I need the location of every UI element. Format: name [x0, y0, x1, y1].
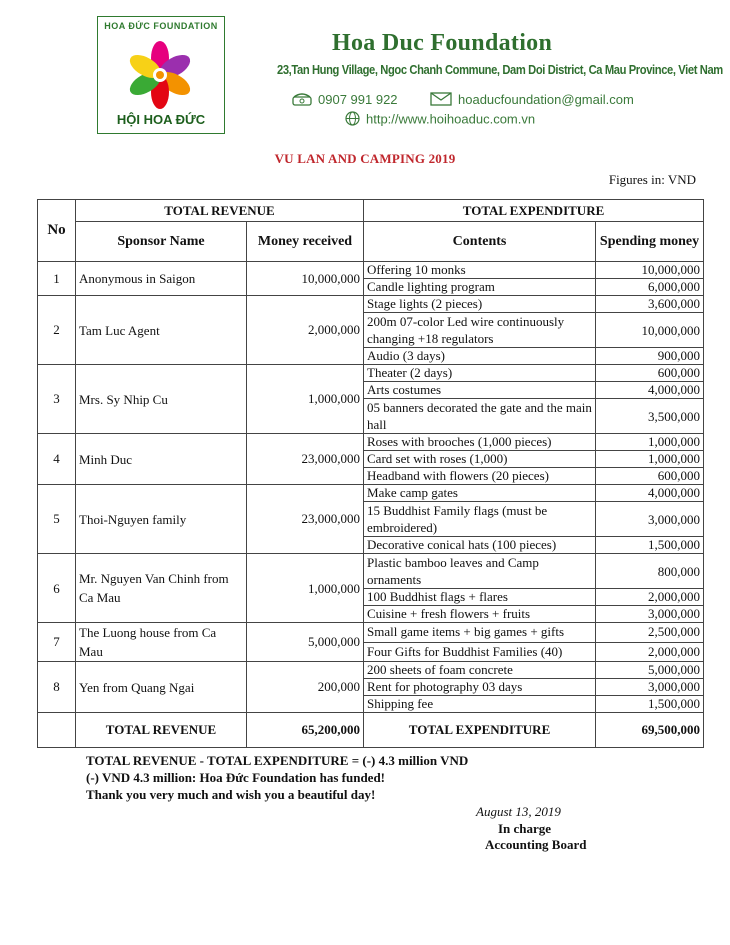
col-money-header: Money received [247, 222, 364, 262]
expense-amount: 4,000,000 [596, 382, 704, 399]
org-address: 23,Tan Hung Village, Ngoc Chanh Commune, Dam Doi District, Ca Mau Province, Viet Nam [277, 62, 723, 77]
logo-text-top: HOA ĐỨC FOUNDATION [104, 21, 218, 31]
expense-content: Audio (3 days) [364, 348, 596, 365]
expense-amount: 10,000,000 [596, 262, 704, 279]
table-row [38, 434, 704, 451]
sponsor-name: The Luong house from Ca Mau [76, 623, 247, 662]
sponsor-money: 1,000,000 [247, 554, 364, 623]
sponsor-name: Minh Duc [76, 434, 247, 485]
budget-table [37, 199, 704, 748]
expense-content: 15 Buddhist Family flags (must be embroidered) [364, 502, 596, 537]
expense-content: Rent for photography 03 days [364, 679, 596, 696]
email-address: hoaducfoundation@gmail.com [458, 92, 634, 107]
table-row [38, 262, 704, 279]
org-name: Hoa Duc Foundation [332, 30, 553, 56]
expense-amount: 3,600,000 [596, 296, 704, 313]
expense-amount: 3,000,000 [596, 502, 704, 537]
phone-icon [292, 92, 312, 109]
website-contact [345, 111, 535, 129]
expense-amount: 800,000 [596, 554, 704, 589]
expense-amount: 1,000,000 [596, 451, 704, 468]
expense-content: 200m 07-color Led wire continuously changing +18 regulators [364, 313, 596, 348]
sponsor-money: 23,000,000 [247, 485, 364, 554]
expense-amount: 2,000,000 [596, 642, 704, 662]
sponsor-name: Tam Luc Agent [76, 296, 247, 365]
expense-amount: 6,000,000 [596, 279, 704, 296]
expense-amount: 600,000 [596, 365, 704, 382]
expense-content: Theater (2 days) [364, 365, 596, 382]
sponsor-no: 5 [38, 485, 76, 554]
expense-content: Cuisine + fresh flowers + fruits [364, 606, 596, 623]
expense-content: Decorative conical hats (100 pieces) [364, 537, 596, 554]
expense-amount: 1,000,000 [596, 434, 704, 451]
totals-spacer [38, 713, 76, 748]
col-contents-header: Contents [364, 222, 596, 262]
sponsor-name: Anonymous in Saigon [76, 262, 247, 296]
expense-amount: 1,500,000 [596, 537, 704, 554]
sponsor-name: Thoi-Nguyen family [76, 485, 247, 554]
expense-amount: 1,500,000 [596, 696, 704, 713]
website-url: http://www.hoihoaduc.com.vn [366, 111, 536, 127]
expense-amount: 3,000,000 [596, 679, 704, 696]
document-title: VU LAN AND CAMPING 2019 [274, 151, 456, 166]
total-expenditure-value: 69,500,000 [596, 713, 704, 748]
expense-amount: 2,500,000 [596, 623, 704, 643]
expense-content: Offering 10 monks [364, 262, 596, 279]
sponsor-money: 10,000,000 [247, 262, 364, 296]
expense-amount: 10,000,000 [596, 313, 704, 348]
foundation-logo [97, 16, 225, 134]
sign-date: August 13, 2019 [476, 804, 561, 819]
expense-amount: 3,000,000 [596, 606, 704, 623]
expense-amount: 3,500,000 [596, 399, 704, 434]
revenue-header: TOTAL REVENUE [76, 200, 364, 222]
expense-content: Small game items + big games + gifts [364, 623, 596, 643]
email-contact [430, 92, 634, 109]
expense-content: Arts costumes [364, 382, 596, 399]
expense-amount: 900,000 [596, 348, 704, 365]
expense-content: 05 banners decorated the gate and the main hall [364, 399, 596, 434]
expense-content: Shipping fee [364, 696, 596, 713]
expense-amount: 4,000,000 [596, 485, 704, 502]
globe-icon [345, 111, 360, 129]
balance-summary: TOTAL REVENUE - TOTAL EXPENDITURE = (-) 4.3 million VND [86, 753, 469, 768]
expense-amount: 5,000,000 [596, 662, 704, 679]
logo-text-bottom: HỘI HOA ĐỨC [116, 112, 206, 127]
sign-in-charge: In charge [498, 821, 552, 836]
expense-content: Plastic bamboo leaves and Camp ornaments [364, 554, 596, 589]
sponsor-no: 7 [38, 623, 76, 662]
sponsor-money: 200,000 [247, 662, 364, 713]
expenditure-header: TOTAL EXPENDITURE [364, 200, 704, 222]
col-spending-header: Spending money [596, 222, 704, 262]
sponsor-no: 2 [38, 296, 76, 365]
sign-accounting-board: Accounting Board [485, 837, 587, 852]
expense-content: Make camp gates [364, 485, 596, 502]
sponsor-name: Mr. Nguyen Van Chinh from Ca Mau [76, 554, 247, 623]
funding-note: (-) VND 4.3 million: Hoa Đức Foundation has funded! [86, 770, 386, 785]
expense-content: Candle lighting program [364, 279, 596, 296]
sponsor-money: 23,000,000 [247, 434, 364, 485]
sponsor-money: 2,000,000 [247, 296, 364, 365]
sponsor-no: 1 [38, 262, 76, 296]
col-sponsor-header: Sponsor Name [76, 222, 247, 262]
envelope-icon [430, 92, 452, 109]
expense-content: 200 sheets of foam concrete [364, 662, 596, 679]
phone-number: 0907 991 922 [318, 92, 398, 107]
expense-content: Four Gifts for Buddhist Families (40) [364, 642, 596, 662]
total-revenue-value: 65,200,000 [247, 713, 364, 748]
total-revenue-label: TOTAL REVENUE [76, 713, 247, 748]
col-no-header: No [38, 200, 76, 262]
thank-you-note: Thank you very much and wish you a beautiful day! [86, 787, 376, 802]
sponsor-no: 4 [38, 434, 76, 485]
sponsor-money: 5,000,000 [247, 623, 364, 662]
sponsor-name: Mrs. Sy Nhip Cu [76, 365, 247, 434]
table-row [38, 365, 704, 382]
expense-content: Roses with brooches (1,000 pieces) [364, 434, 596, 451]
sponsor-name: Yen from Quang Ngai [76, 662, 247, 713]
figures-note: Figures in: VND [608, 172, 696, 187]
expense-content: Stage lights (2 pieces) [364, 296, 596, 313]
table-row [38, 296, 704, 313]
table-row [38, 662, 704, 679]
expense-amount: 600,000 [596, 468, 704, 485]
sponsor-no: 8 [38, 662, 76, 713]
sponsor-money: 1,000,000 [247, 365, 364, 434]
expense-content: Headband with flowers (20 pieces) [364, 468, 596, 485]
sponsor-no: 6 [38, 554, 76, 623]
sponsor-no: 3 [38, 365, 76, 434]
table-row [38, 485, 704, 502]
table-row [38, 554, 704, 589]
expense-content: 100 Buddhist flags + flares [364, 589, 596, 606]
phone-contact [292, 92, 398, 109]
total-expenditure-label: TOTAL EXPENDITURE [364, 713, 596, 748]
table-row [38, 623, 704, 643]
expense-amount: 2,000,000 [596, 589, 704, 606]
expense-content: Card set with roses (1,000) [364, 451, 596, 468]
